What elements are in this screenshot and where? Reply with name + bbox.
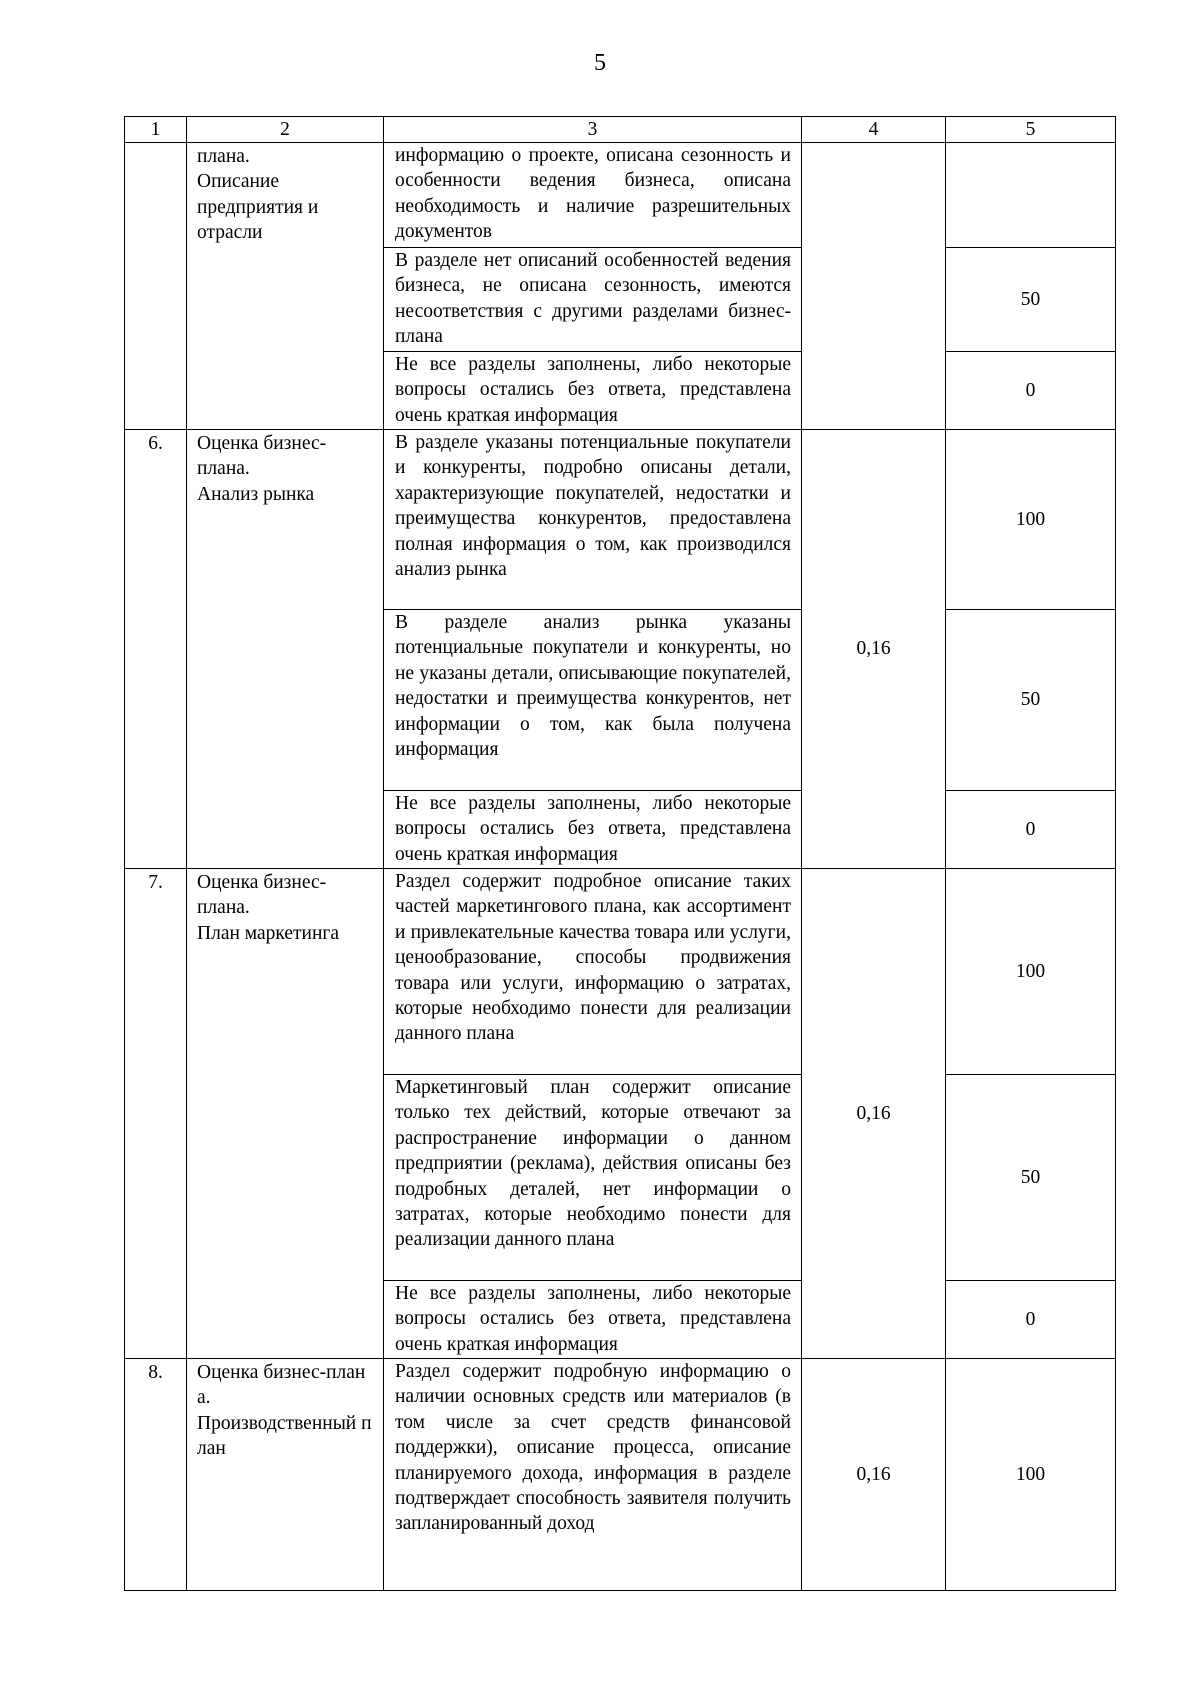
table-row	[125, 869, 1116, 1075]
level-description: Маркетинговый план содержит описание только тех действий, которые отвечают за распространение информации о данном предприятии (реклама), действия описаны без подробных деталей, нет информации о затратах, которые необходимо понести для реализации данного плана	[384, 1075, 802, 1281]
level-description: Не все разделы заполнены, либо некоторые вопросы остались без ответа, представлена очень краткая информация	[384, 1281, 802, 1359]
column-header: 3	[384, 117, 802, 143]
weight-value: 0,16	[802, 1359, 946, 1591]
row-number: 8.	[125, 1359, 187, 1591]
level-description: Раздел содержит подробную информацию о наличии основных средств или материалов (в том числе за счет средств финансовой поддержки), описание процесса, описание планируемого дохода, информация в разделе подтверждает способность заявителя получить запланированный доход	[384, 1359, 802, 1591]
table-header-row	[125, 117, 1116, 143]
column-header: 5	[946, 117, 1116, 143]
table-row	[125, 1359, 1116, 1591]
level-description: В разделе нет описаний особенностей ведения бизнеса, не описана сезонность, имеются несоответствия с другими разделами бизнес-плана	[384, 248, 802, 352]
level-description: В разделе указаны потенциальные покупатели и конкуренты, подробно описаны детали, характеризующие покупателей, недостатки и преимущества конкурентов, предоставлена полная информация о том, как производился анализ рынка	[384, 430, 802, 610]
level-description: информацию о проекте, описана сезонность и особенности ведения бизнеса, описана необходимость и наличие разрешительных документов	[384, 143, 802, 248]
row-number	[125, 143, 187, 430]
level-description: Не все разделы заполнены, либо некоторые вопросы остались без ответа, представлена очень краткая информация	[384, 352, 802, 430]
table-row	[125, 430, 1116, 610]
weight-value	[802, 143, 946, 430]
score-value: 100	[946, 869, 1116, 1075]
criterion-text: Оценка бизнес-плана. Анализ рынка	[197, 433, 327, 505]
score-value: 50	[946, 1075, 1116, 1281]
criterion-name	[187, 869, 384, 1359]
level-description: Раздел содержит подробное описание таких частей маркетингового плана, как ассортимент и привлекательные качества товара или услуги, ценообразование, способы продвижения товара или услуги, информацию о затратах, которые необходимо понести для реализации данного плана	[384, 869, 802, 1075]
score-value: 100	[946, 1359, 1116, 1591]
score-value: 0	[946, 791, 1116, 869]
criteria-table	[124, 116, 1116, 1591]
score-value: 50	[946, 610, 1116, 791]
criterion-name	[187, 1359, 384, 1591]
table-row	[125, 143, 1116, 248]
column-header: 2	[187, 117, 384, 143]
level-description: В разделе анализ рынка указаны потенциальные покупатели и конкуренты, но не указаны детали, описывающие покупателей, недостатки и преимущества конкурентов, нет информации о том, как была получена информация	[384, 610, 802, 791]
score-value: 50	[946, 248, 1116, 352]
score-value	[946, 143, 1116, 248]
page-number: 5	[594, 50, 606, 76]
score-value: 0	[946, 352, 1116, 430]
column-header: 1	[125, 117, 187, 143]
column-header: 4	[802, 117, 946, 143]
row-number: 6.	[125, 430, 187, 869]
criterion-text: Оценка бизнес-плана. Производственный план	[197, 1362, 372, 1460]
criterion-text: плана. Описание предприятия и отрасли	[197, 146, 319, 244]
level-description: Не все разделы заполнены, либо некоторые вопросы остались без ответа, представлена очень краткая информация	[384, 791, 802, 869]
weight-value: 0,16	[802, 869, 946, 1359]
row-number: 7.	[125, 869, 187, 1359]
criterion-name	[187, 143, 384, 430]
weight-value: 0,16	[802, 430, 946, 869]
score-value: 0	[946, 1281, 1116, 1359]
score-value: 100	[946, 430, 1116, 610]
criterion-name	[187, 430, 384, 869]
criterion-text: Оценка бизнес-плана. План маркетинга	[197, 872, 340, 944]
